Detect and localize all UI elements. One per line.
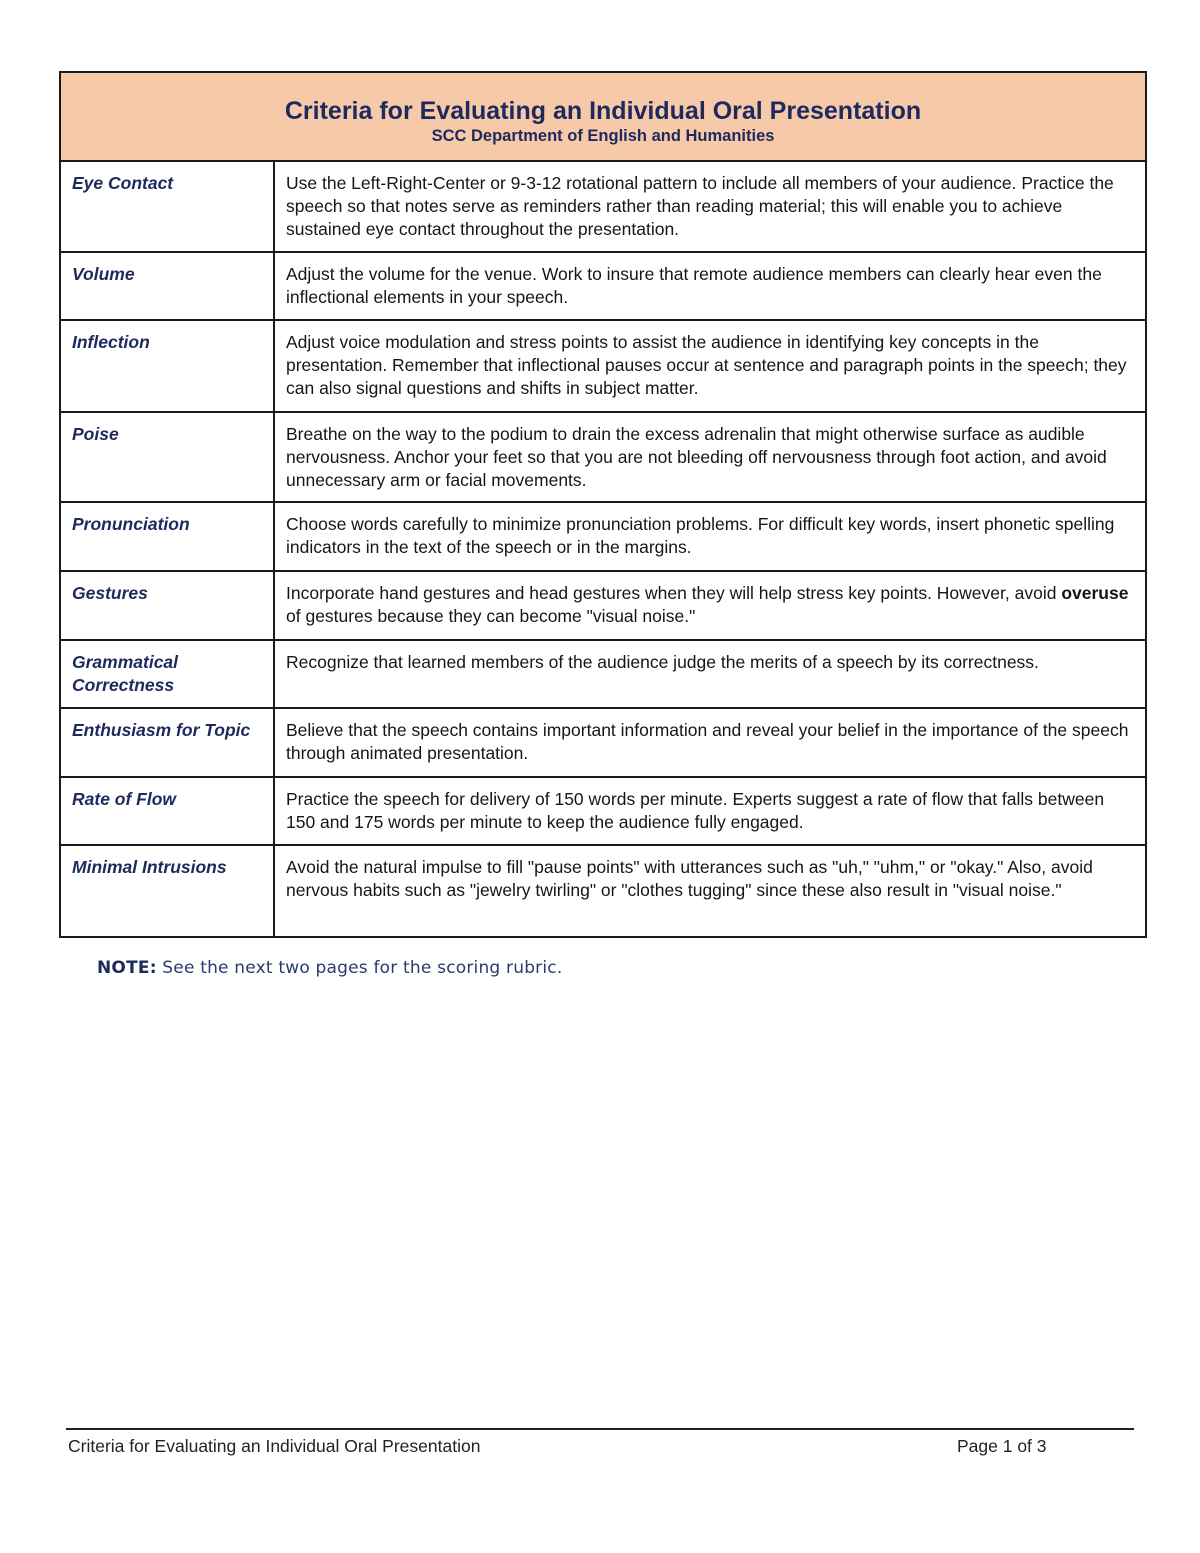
footer-page-number: Page 1 of 3: [957, 1436, 1047, 1456]
document-title: Criteria for Evaluating an Individual Oral Presentation: [284, 96, 922, 125]
note-label: NOTE:: [97, 958, 157, 978]
note-text: See the next two pages for the scoring rubric.: [156, 958, 563, 978]
footer-document-title: Criteria for Evaluating an Individual Oral Presentation: [68, 1436, 481, 1456]
gestures-text-start: Incorporate hand gestures and head gestures when they will help stress key points. However, avoid: [286, 583, 1062, 603]
table-row: [60, 845, 1146, 937]
criterion-label: Minimal Intrusions: [60, 845, 274, 937]
scoring-note: [97, 958, 562, 978]
criterion-description: Choose words carefully to minimize pronunciation problems. For difficult key words, insert phonetic spelling indicators in the text of the speech or in the margins.: [274, 502, 1146, 571]
criterion-label: Pronunciation: [60, 502, 274, 571]
criterion-label: Enthusiasm for Topic: [60, 708, 274, 777]
criterion-description: Avoid the natural impulse to fill "pause points" with utterances such as "uh," "uhm," or "okay." Also, avoid nervous habits such as "jewelry twirling" or "clothes tugging" since these also result in "visual noise.": [274, 845, 1146, 937]
table-row: [60, 571, 1146, 640]
table-row: [60, 708, 1146, 777]
table-header-row: [60, 72, 1146, 161]
table-header: [60, 72, 1146, 161]
criterion-label: Inflection: [60, 320, 274, 412]
criterion-label: Rate of Flow: [60, 777, 274, 845]
criterion-label: Grammatical Correctness: [60, 640, 274, 708]
table-row: [60, 502, 1146, 571]
document-subtitle: SCC Department of English and Humanities: [431, 126, 775, 145]
table-row: [60, 252, 1146, 320]
table-row: [60, 777, 1146, 845]
table-row: [60, 320, 1146, 412]
criterion-description: Breathe on the way to the podium to drain the excess adrenalin that might otherwise surface as audible nervousness. Anchor your feet so that you are not bleeding off nervousness through foot action, and avoid unnecessary arm or facial movements.: [274, 412, 1146, 502]
table-row: [60, 412, 1146, 502]
gestures-emphasis: overuse: [1061, 583, 1129, 603]
criterion-label: Gestures: [60, 571, 274, 640]
criterion-description: Recognize that learned members of the audience judge the merits of a speech by its correctness.: [274, 640, 1146, 708]
table-row: [60, 640, 1146, 708]
criterion-description: Believe that the speech contains important information and reveal your belief in the importance of the speech through animated presentation.: [274, 708, 1146, 777]
criterion-label: Eye Contact: [60, 161, 274, 252]
footer-divider: [66, 1428, 1134, 1430]
criteria-table: [59, 71, 1147, 938]
criterion-description: Practice the speech for delivery of 150 words per minute. Experts suggest a rate of flow that falls between 150 and 175 words per minute to keep the audience fully engaged.: [274, 777, 1146, 845]
criterion-label: Poise: [60, 412, 274, 502]
table-row: [60, 161, 1146, 252]
criterion-label: Volume: [60, 252, 274, 320]
criterion-description: [274, 571, 1146, 640]
criterion-description: Adjust voice modulation and stress points to assist the audience in identifying key concepts in the presentation. Remember that inflectional pauses occur at sentence and paragraph points in the speech; they can also signal questions and shifts in subject matter.: [274, 320, 1146, 412]
gestures-text-end: of gestures because they can become "visual noise.": [286, 606, 696, 626]
criterion-description: Adjust the volume for the venue. Work to insure that remote audience members can clearly hear even the inflectional elements in your speech.: [274, 252, 1146, 320]
criterion-description: Use the Left-Right-Center or 9-3-12 rotational pattern to include all members of your audience. Practice the speech so that notes serve as reminders rather than reading material; this will enable you to achieve sustained eye contact throughout the presentation.: [274, 161, 1146, 252]
